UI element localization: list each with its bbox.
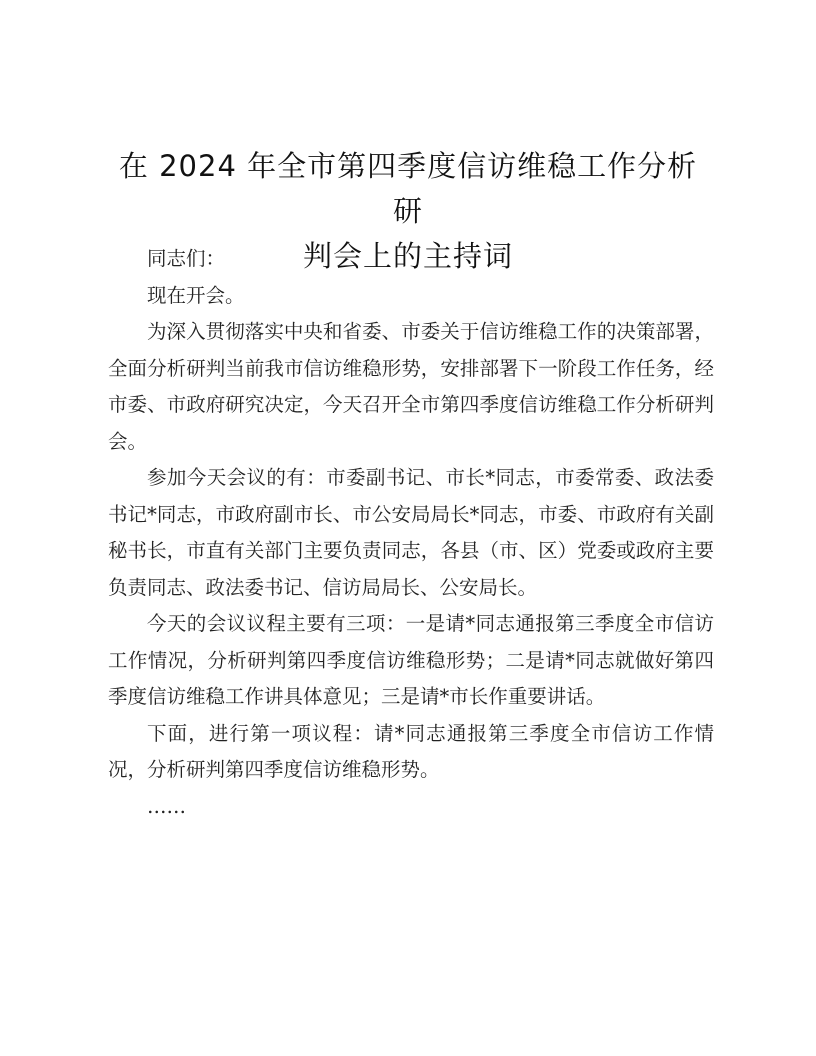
title-line-1: 在 2024 年全市第四季度信访维稳工作分析研 [118, 149, 698, 228]
title-line-2: 判会上的主持词 [302, 239, 513, 273]
document-body [108, 241, 714, 825]
paragraph-attendees: 参加今天会议的有：市委副书记、市长*同志，市委常委、政法委书记*同志，市政府副市长、市公安局局长*同志，市委、市政府有关副秘书长，市直有关部门主要负责同志，各县（市、区）党委或政府主要负责同志、政法委书记、信访局局长、公安局长。 [108, 466, 714, 599]
paragraph-opening: 现在开会。 [147, 283, 245, 307]
paragraph-agenda: 今天的会议议程主要有三项：一是请*同志通报第三季度全市信访工作情况，分析研判第四季度信访维稳形势；二是请*同志就做好第四季度信访维稳工作讲具体意见；三是请*市长作重要讲话。 [108, 612, 714, 708]
paragraph-purpose: 为深入贯彻落实中央和省委、市委关于信访维稳工作的决策部署，全面分析研判当前我市信访维稳形势，安排部署下一阶段工作任务，经市委、市政府研究决定，今天召开全市第四季度信访维稳工作分析研判会。 [108, 320, 714, 453]
paragraph-salutation: 同志们： [147, 247, 226, 270]
paragraph-first-item: 下面，进行第一项议程：请*同志通报第三季度全市信访工作情况，分析研判第四季度信访维稳形势。 [108, 721, 714, 781]
paragraph-ellipsis: …… [147, 794, 186, 818]
